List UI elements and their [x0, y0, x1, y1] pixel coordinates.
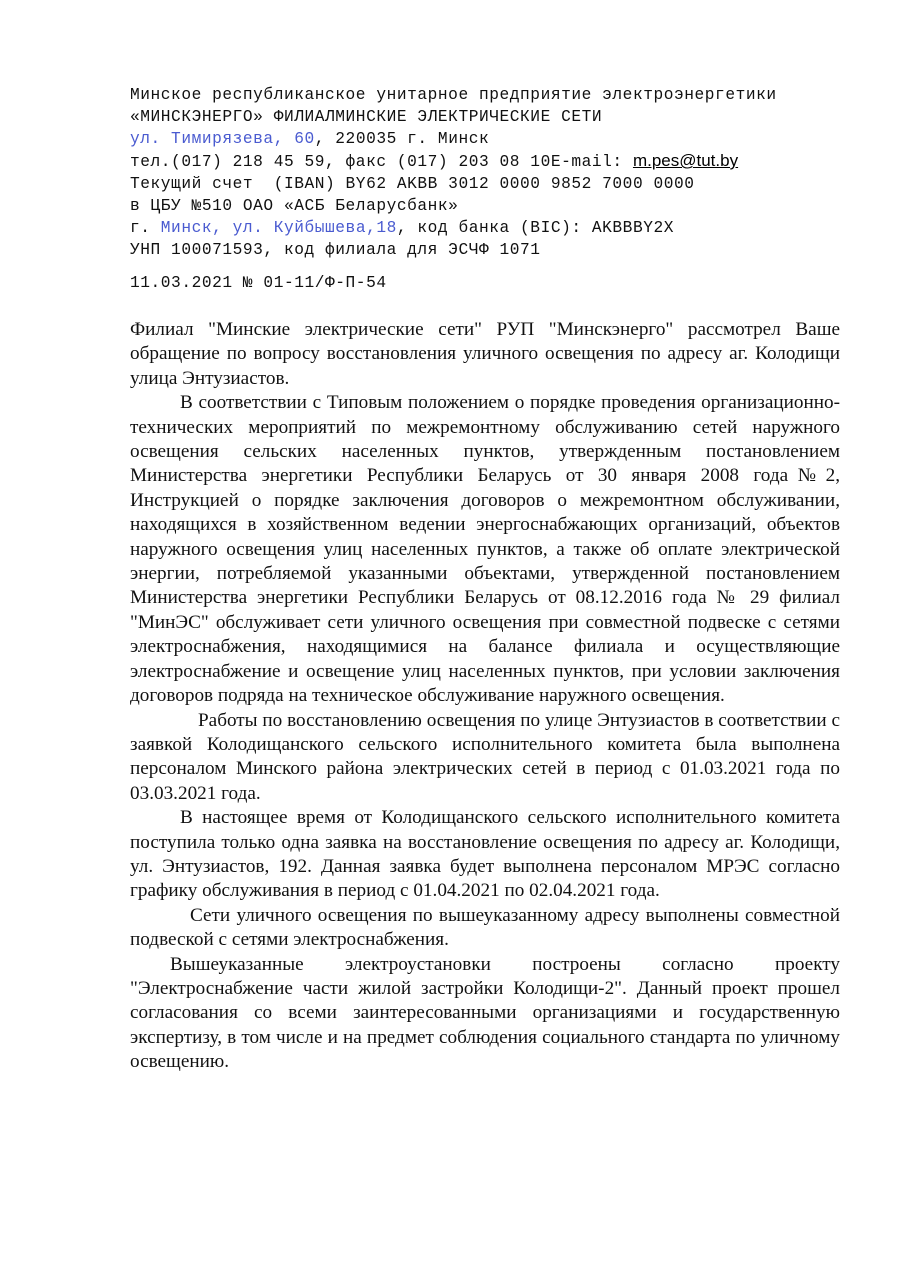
letter-body [130, 318, 840, 1075]
paragraph: В соответствии с Типовым положением о порядке проведения организационно-технических мероприятий по межремонтному обслуживанию сетей наружного освещения сельских населенных пунктов, утвержденным постановлением Министерства энергетики Республики Беларусь от 30 января 2008 года№2, Инструкцией о порядке заключения договоров о межремонтном обслуживании, находящихся в хозяйственном ведении энергоснабжающих организаций, объектов наружного освещения улиц населенных пунктов, а также об оплате электрической энергии, потребляемой указанными объектами, утвержденной постановлением Министерства энергетики Республики Беларусь от 08.12.2016 года № 29 филиал "МинЭС" обслуживает сети уличного освещения при совместной подвеске с сетями электроснабжения, находящимися на балансе филиала и осуществляющие электроснабжение и освещение улиц населенных пунктов, при условии заключения договоров подряда на техническое обслуживание наружного освещения. [130, 392, 840, 707]
bank-code: , код банка (BIC): AKBBBY2X [396, 219, 675, 237]
bank-address-link[interactable]: Минск, ул. Куйбышева,18 [160, 219, 397, 237]
bank-account: Текущий счет (IBAN) BY62 AKBB 3012 0000 9852 7000 0000 [130, 175, 695, 193]
letterhead [130, 84, 850, 261]
paragraph: Филиал "Минские электрические сети" РУП "Минскэнерго" рассмотрел Ваше обращение по вопросу восстановления уличного освещения по адресу аг. Колодищи улица Энтузиастов. [130, 319, 840, 389]
bank-name: в ЦБУ №510 ОАО «АСБ Беларусбанк» [130, 197, 459, 215]
phone-fax: тел.(017) 218 45 59, факс (017) 203 08 10E-mail: [130, 153, 633, 171]
branch-name: «МИНСКЭНЕРГО» ФИЛИАЛМИНСКИЕ ЭЛЕКТРИЧЕСКИЕ СЕТИ [130, 108, 603, 126]
address-link[interactable]: ул. Тимирязева, 60 [130, 130, 315, 148]
paragraph: Вышеуказанные электроустановки построены согласно проекту "Электроснабжение части жилой застройки Колодищи-2". Данный проект прошел согласования со всеми заинтересованными организациями и государственную экспертизу, в том числе и на предмет соблюдения социального стандарта по уличному освещению. [130, 953, 840, 1073]
bank-city-prefix: г. [130, 219, 161, 237]
paragraph: В настоящее время от Колодищанского сельского исполнительного комитета поступила только одна заявка на восстановление освещения по адресу аг. Колодищи, ул. Энтузиастов, 192. Данная заявка будет выполнена персоналом МРЭС согласно графику обслуживания в период с 01.04.2021 по 02.04.2021 года. [130, 807, 840, 902]
unp: УНП 100071593, код филиала для ЭСЧФ 1071 [130, 241, 541, 259]
date-reference: 11.03.2021 № 01-11/Ф-П-54 [130, 274, 387, 292]
email-link[interactable]: m.pes@tut.by [632, 151, 739, 170]
paragraph: Работы по восстановлению освещения по улице Энтузиастов в соответствии с заявкой Колодищанского сельского исполнительного комитета была выполнена персоналом Минского района электрических сетей в период с 01.03.2021 года по 03.03.2021 года. [130, 709, 840, 804]
org-name: Минское республиканское унитарное предприятие электроэнергетики [130, 86, 777, 104]
address-rest: , 220035 г. Минск [314, 130, 490, 148]
paragraph: Сети уличного освещения по вышеуказанному адресу выполнены совместной подвеской с сетями электроснабжения. [130, 904, 840, 951]
